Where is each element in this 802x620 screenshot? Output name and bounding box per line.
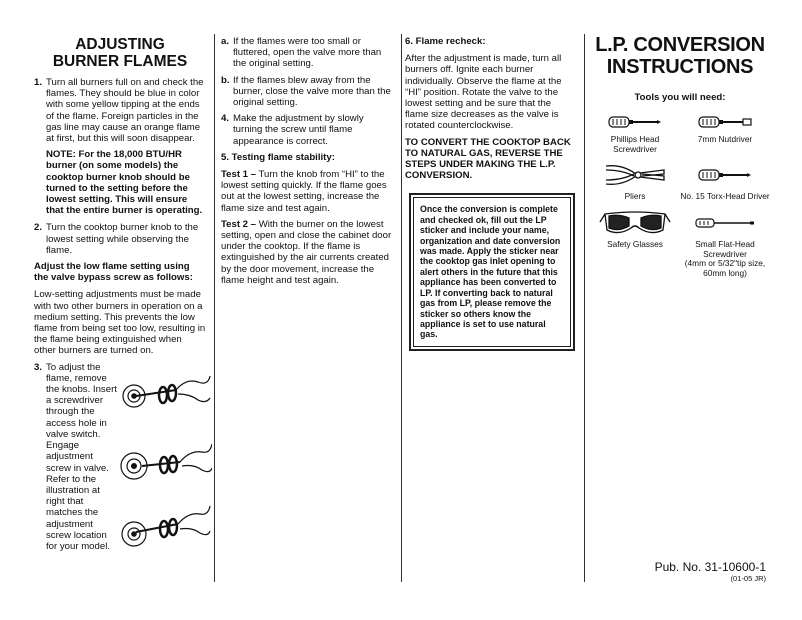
main-title — [590, 34, 770, 78]
column-lp-conversion — [590, 32, 770, 278]
tool-item — [680, 208, 770, 278]
convert-back-notice: TO CONVERT THE COOKTOP BACK TO NATURAL GAS, REVERSE THE STEPS UNDER MAKING THE L.P. CONVERSION. — [405, 136, 571, 182]
test-1 — [221, 169, 395, 214]
tool-item — [590, 208, 680, 278]
section-title — [34, 36, 206, 70]
test-2 — [221, 219, 395, 286]
tool-item — [680, 111, 770, 154]
nutdriver-icon — [697, 111, 753, 133]
tool-item — [590, 160, 680, 202]
safety-glasses-icon — [599, 208, 671, 238]
tool-label: Safety Glasses — [607, 238, 663, 249]
flat-screwdriver-icon — [694, 208, 756, 238]
title-line: L.P. CONVERSION — [595, 34, 765, 56]
publication-info — [655, 560, 766, 584]
test-text: Turn the knob from “HI” to the lowest setting quickly. If the flame goes out at the lowest setting, increase the flame size and test again. — [221, 169, 387, 214]
step-number: 1. — [34, 77, 43, 88]
phillips-screwdriver-icon — [607, 111, 663, 133]
step-1 — [34, 77, 206, 144]
tools-list — [590, 111, 770, 278]
step-text: To adjust the flame, remove the knobs. Insert a screwdriver through the access hole in valve switch. Engage adjustment screw in valve. Refer to the illustration at right that matches the adjustment screw location for your model. — [46, 361, 117, 552]
step-letter: a. — [221, 36, 230, 47]
title-line: ADJUSTING — [75, 36, 165, 53]
tool-label: No. 15 Torx-Head Driver — [680, 191, 770, 202]
step-b — [221, 75, 395, 109]
step-3 — [34, 362, 206, 552]
step-a — [221, 36, 395, 70]
test-label: Test 1 – — [221, 169, 257, 181]
low-flame-subheading: Adjust the low flame setting using the valve bypass screw as follows: — [34, 261, 193, 284]
step-number: 2. — [34, 222, 43, 234]
column-flame-testing — [221, 32, 395, 291]
tool-label: 7mm Nutdriver — [697, 134, 753, 145]
step-2 — [34, 222, 206, 256]
title-line: INSTRUCTIONS — [606, 56, 754, 78]
step-4 — [221, 113, 395, 147]
pliers-icon — [602, 160, 668, 190]
tools-heading: Tools you will need: — [634, 92, 726, 103]
torx-driver-icon — [697, 160, 753, 190]
low-setting-paragraph: Low-setting adjustments must be made with two other burners in operation on a medium setting. This prevents the low flame from being set too low, resulting in the flame being extinguished when other burners are turned on. — [34, 289, 206, 357]
step-number: 4. — [221, 113, 230, 125]
tool-label: Small Flat-Head Screwdriver — [695, 238, 755, 259]
valve-adjustment-illustration — [118, 366, 212, 566]
recheck-paragraph: After the adjustment is made, turn all burners off. Ignite each burner individually. Observe the flame at the “HI” position. Rotate the valve to the lowest setting and be sure that the flame size decreases as the valve is rotated counterclockwise. — [405, 53, 562, 132]
tool-item — [590, 111, 680, 154]
step-text: Make the adjustment by slowly turning the screw until flame appearance is correct. — [233, 113, 364, 147]
tool-label: Pliers — [624, 191, 646, 202]
column-divider — [214, 34, 215, 582]
step-text: If the flames blew away from the burner, close the valve more than the original setting. — [233, 74, 391, 109]
step-6-heading: 6. Flame recheck: — [405, 36, 486, 47]
tool-detail: (4mm or 5/32"tip size, 60mm long) — [684, 258, 766, 278]
publication-date: (01-05 JR) — [730, 574, 766, 583]
column-divider — [401, 34, 402, 582]
step-5-heading: 5. Testing flame stability: — [221, 151, 335, 163]
lp-sticker-notice-box — [409, 193, 575, 350]
tool-label: Phillips Head Screwdriver — [610, 134, 660, 154]
tool-item — [680, 160, 770, 202]
test-label: Test 2 – — [221, 218, 257, 230]
title-line: BURNER FLAMES — [52, 53, 188, 70]
step-text: Turn all burners full on and check the flames. They should be blue in color with some yellow tipping at the ends of the flame. Foreign particles in the gas line may cause an orange flame at first, but this will soon disappear. — [46, 77, 204, 145]
btu-note: NOTE: For the 18,000 BTU/HR burner (on some models) the cooktop burner knob should be turned to the setting before the lowest setting. This will ensure that the entire burner is operating. — [46, 149, 203, 217]
step-text: If the flames were too small or fluttered, open the valve more than the original setting. — [233, 36, 382, 70]
column-adjusting-flames — [34, 32, 206, 552]
step-number: 3. — [34, 361, 43, 373]
publication-number: Pub. No. 31-10600-1 — [654, 560, 766, 574]
test-text: With the burner on the lowest setting, open and close the cabinet door under the cooktop. If the flame is extinguished by the air currents created by the door movement, increase the flame height and test again. — [221, 218, 392, 286]
lp-sticker-notice-text: Once the conversion is complete and checked ok, fill out the LP sticker and include your name, organization and date conversion was made. Apply the sticker near the cooktop gas inlet opening to alert others in the future that this appliance has been converted to LP. If converting back to natural gas from LP, please remove the sticker so others know the appliance is set to use natural gas. — [413, 197, 571, 346]
step-letter: b. — [221, 74, 230, 86]
column-divider — [584, 34, 585, 582]
step-text: Turn the cooktop burner knob to the lowest setting while observing the flame. — [46, 222, 199, 256]
column-flame-recheck — [405, 32, 577, 351]
